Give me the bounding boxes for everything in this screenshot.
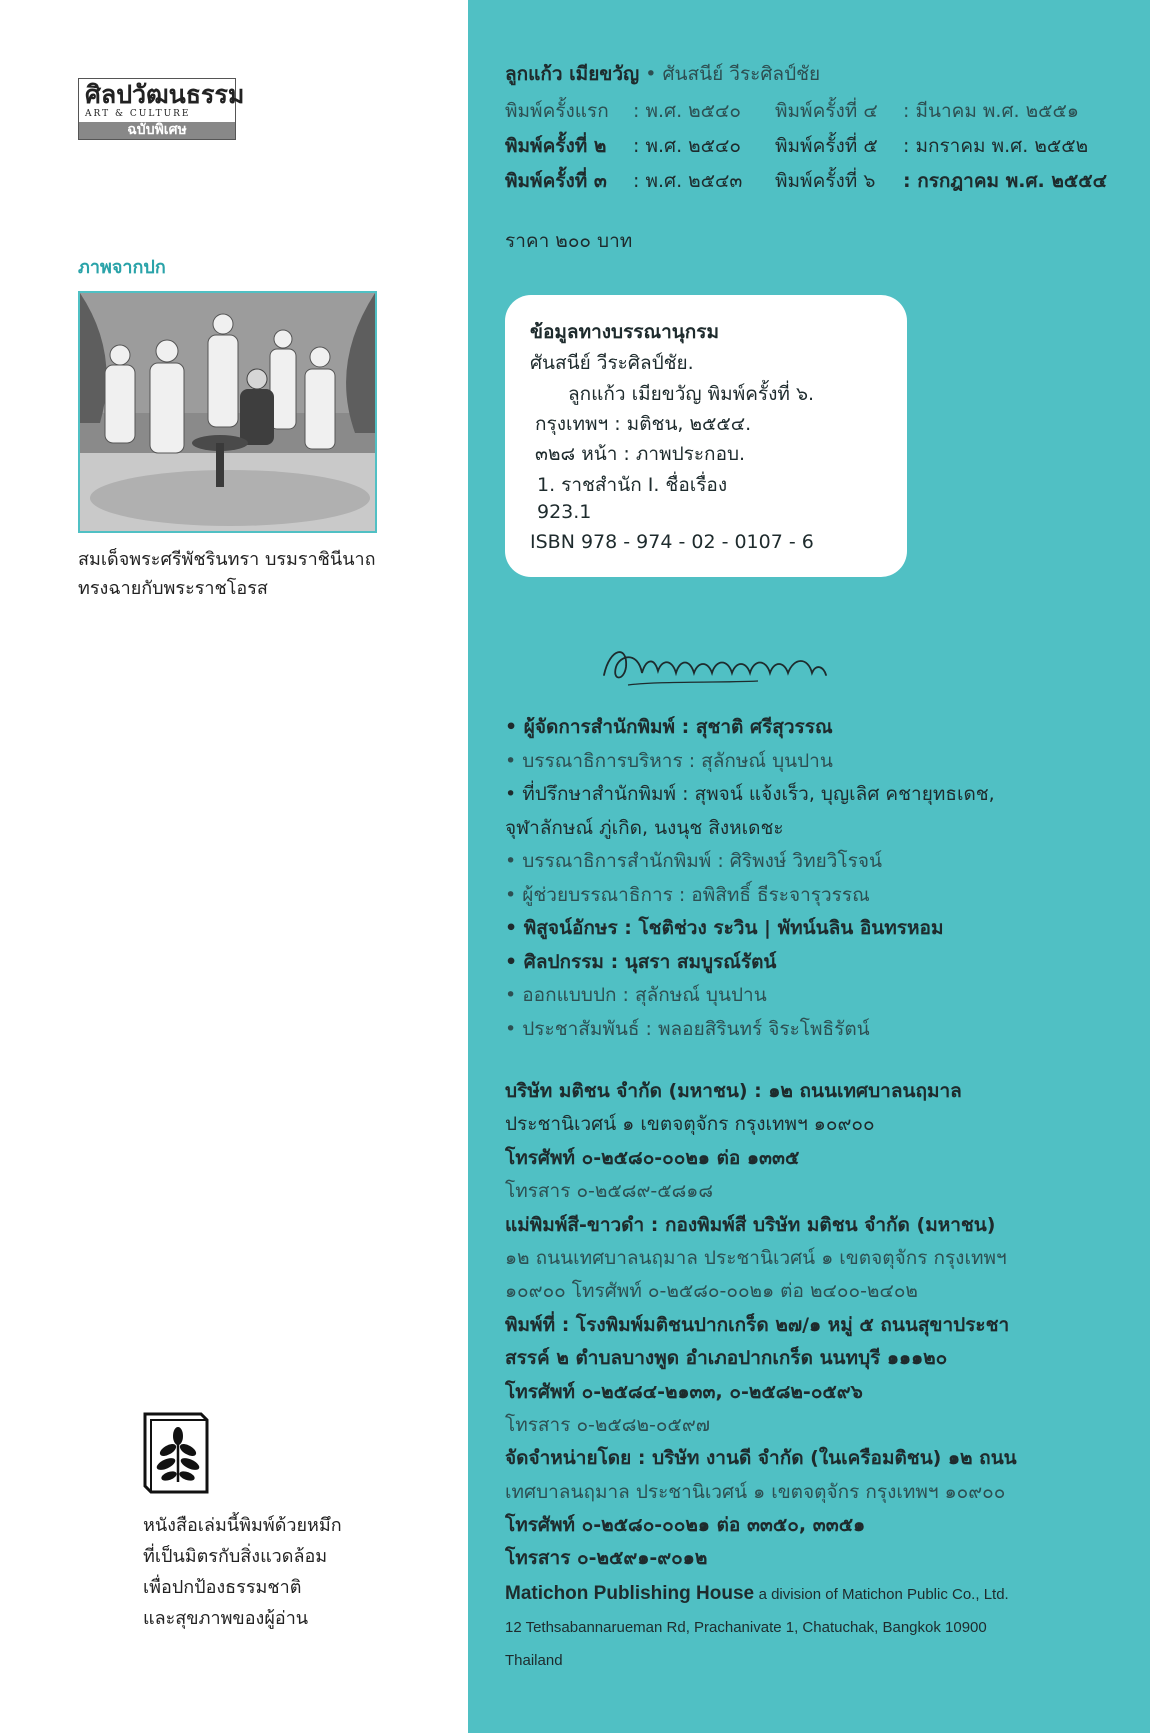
publisher-signature [598,637,830,689]
art-culture-logo [78,78,245,140]
logo-edition: ฉบับพิเศษ [79,122,235,139]
price: ราคา ๒๐๐ บาท [505,230,633,252]
address-line: สรรค์ ๒ ตำบลบางพูด อำเภอปากเกร็ด นนทบุรี ๑๑๑๒๐ [505,1347,948,1370]
staff-item: • บรรณาธิการสำนักพิมพ์ : ศิริพงษ์ วิทยวิโรจน์ [505,850,882,872]
eco-ink-note [143,1510,443,1634]
edition-value: : มกราคม พ.ศ. ๒๕๕๒ [903,135,1089,157]
cataloging-data-box [505,295,907,577]
staff-item: • ศิลปกรรม : นุสรา สมบูรณ์รัตน์ [505,950,777,973]
edition-value: : พ.ศ. ๒๕๔๓ [633,170,743,192]
cover-caption-line-1: สมเด็จพระศรีพัชรินทรา บรมราชินีนาถ [78,549,376,570]
cover-caption [78,545,398,603]
royal-family-photo [80,293,375,531]
address-line: จัดจำหน่ายโดย : บริษัท งานดี จำกัด (ในเครือมติชน) ๑๒ ถนน [505,1447,1017,1470]
address-line: โทรสาร ๐-๒๕๙๑-๙๐๑๒ [505,1547,708,1570]
catalog-author: ศันสนีย์ วีระศิลป์ชัย. [530,352,694,374]
english-division: a division of Matichon Public Co., Ltd. [758,1586,1009,1603]
address-line: เทศบาลนฤมาล ประชานิเวศน์ ๑ เขตจตุจักร กรุงเทพฯ ๑๐๙๐๐ [505,1480,1006,1503]
address-line: โทรสาร ๐-๒๕๘๙-๕๘๑๘ [505,1180,713,1203]
edition-label: พิมพ์ครั้งที่ ๒ [505,135,607,157]
edition-value: : พ.ศ. ๒๕๔๐ [633,100,742,122]
staff-item: • ผู้ช่วยบรรณาธิการ : อพิสิทธิ์ ธีระจารุวรรณ [505,883,870,906]
book-leaf-icon [143,1412,209,1494]
book-author: • ศันสนีย์ วีระศิลป์ชัย [645,63,821,85]
book-title: ลูกแก้ว เมียขวัญ [505,63,640,85]
eco-line-2: ที่เป็นมิตรกับสิ่งแวดล้อม [143,1546,328,1567]
logo-title: ศิลปวัฒนธรรม [85,80,245,109]
address-line: ประชานิเวศน์ ๑ เขตจตุจักร กรุงเทพฯ ๑๐๙๐๐ [505,1113,875,1136]
cover-caption-line-2: ทรงฉายกับพระราชโอรส [78,578,268,599]
logo-subtitle: ART & CULTURE [85,109,191,119]
edition-value: : มีนาคม พ.ศ. ๒๕๕๑ [903,100,1079,122]
catalog-class: 923.1 [537,501,592,523]
english-country: Thailand [505,1652,563,1669]
cover-photo [78,291,377,533]
catalog-heading: ข้อมูลทางบรรณานุกรม [530,321,720,343]
english-imprint [505,1577,1045,1677]
signature-text: สำนักพิมพ์มติชน [598,637,606,638]
staff-item: จุฬาลักษณ์ ภู่เกิด, นงนุช สิงหเดชะ [505,816,784,839]
publisher-addresses [505,1075,1035,1576]
edition-label: พิมพ์ครั้งที่ ๖ [775,170,876,192]
staff-item: • ผู้จัดการสำนักพิมพ์ : สุชาติ ศรีสุวรรณ [505,716,833,738]
english-address: 12 Tethsabannarueman Rd, Prachanivate 1, Chatuchak, Bangkok 10900 [505,1619,987,1636]
edition-label: พิมพ์ครั้งที่ ๔ [775,100,878,122]
address-line: แม่พิมพ์สี-ขาวดำ : กองพิมพ์สี บริษัท มติชน จำกัด (มหาชน) [505,1213,996,1236]
edition-label: พิมพ์ครั้งที่ ๓ [505,170,607,192]
address-line: โทรศัพท์ ๐-๒๕๘๐-๐๐๒๑ ต่อ ๓๓๕๐, ๓๓๕๑ [505,1514,866,1537]
edition-value: : พ.ศ. ๒๕๔๐ [633,135,742,157]
staff-item: • พิสูจน์อักษร : โชติช่วง ระวิน | พัทน์นลิน อินทรหอม [505,917,944,939]
staff-item: • ออกแบบปก : สุลักษณ์ บุนปาน [505,984,767,1006]
staff-list [505,711,1035,1046]
catalog-pages: ๓๒๘ หน้า : ภาพประกอบ. [535,443,746,465]
address-line: โทรศัพท์ ๐-๒๕๘๐-๐๐๒๑ ต่อ ๑๓๓๕ [505,1146,800,1169]
catalog-subject: 1. ราชสำนัก I. ชื่อเรื่อง [537,474,728,496]
catalog-isbn: ISBN 978 - 974 - 02 - 0107 - 6 [530,531,814,553]
english-publisher: Matichon Publishing House [505,1583,755,1604]
address-line: ๑๒ ถนนเทศบาลนฤมาล ประชานิเวศน์ ๑ เขตจตุจักร กรุงเทพฯ [505,1246,1007,1269]
catalog-place: กรุงเทพฯ : มติชน, ๒๕๕๔. [535,413,752,435]
address-line: โทรศัพท์ ๐-๒๕๘๔-๒๑๓๓, ๐-๒๕๘๒-๐๕๙๖ [505,1380,863,1403]
staff-item: • ประชาสัมพันธ์ : พลอยสิรินทร์ จิระโพธิรัตน์ [505,1017,870,1040]
address-line: บริษัท มติชน จำกัด (มหาชน) : ๑๒ ถนนเทศบาลนฤมาล [505,1080,962,1102]
edition-label: พิมพ์ครั้งที่ ๕ [775,135,878,157]
book-title-line [505,59,820,89]
english-publisher-line [505,1577,1045,1611]
cover-image-label: ภาพจากปก [78,257,166,278]
eco-line-4: และสุขภาพของผู้อ่าน [143,1608,309,1629]
edition-label: พิมพ์ครั้งแรก [505,100,609,122]
eco-line-1: หนังสือเล่มนี้พิมพ์ด้วยหมึก [143,1515,342,1536]
address-line: พิมพ์ที่ : โรงพิมพ์มติชนปากเกร็ด ๒๗/๑ หมู่ ๕ ถนนสุขาประชา [505,1313,1010,1336]
edition-value: : กรกฎาคม พ.ศ. ๒๕๕๔ [903,170,1107,192]
staff-item: • บรรณาธิการบริหาร : สุลักษณ์ บุนปาน [505,749,833,772]
catalog-title: ลูกแก้ว เมียขวัญ พิมพ์ครั้งที่ ๖. [568,383,815,405]
address-line: ๑๐๙๐๐ โทรศัพท์ ๐-๒๕๘๐-๐๐๒๑ ต่อ ๒๔๐๐-๒๔๐๒ [505,1280,918,1303]
eco-line-3: เพื่อปกป้องธรรมชาติ [143,1577,302,1598]
staff-item: • ที่ปรึกษาสำนักพิมพ์ : สุพจน์ แจ้งเร็ว, บุญเลิศ คชายุทธเดช, [505,783,995,805]
address-line: โทรสาร ๐-๒๕๘๒-๐๕๙๗ [505,1413,711,1436]
